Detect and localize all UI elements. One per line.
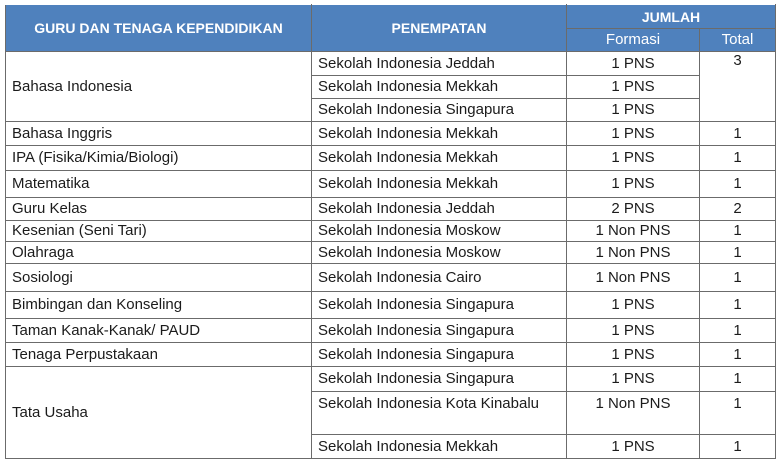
subject-cell: Taman Kanak-Kanak/ PAUD <box>6 319 312 343</box>
total-cell: 1 <box>700 292 776 319</box>
formasi-cell: 1 PNS <box>567 343 700 367</box>
total-cell: 2 <box>700 198 776 221</box>
formasi-cell: 1 PNS <box>567 435 700 459</box>
table-row <box>6 171 776 198</box>
formasi-cell: 1 Non PNS <box>567 392 700 435</box>
header-jumlah: JUMLAH <box>567 5 776 29</box>
total-cell: 1 <box>700 392 776 435</box>
placement-cell: Sekolah Indonesia Mekkah <box>312 76 567 99</box>
subject-cell: Tata Usaha <box>6 367 312 459</box>
total-cell: 1 <box>700 319 776 343</box>
formasi-cell: 1 PNS <box>567 76 700 99</box>
table-row <box>6 319 776 343</box>
formasi-cell: 1 PNS <box>567 292 700 319</box>
subject-cell: Bahasa Indonesia <box>6 52 312 122</box>
header-placement: PENEMPATAN <box>312 5 567 52</box>
placement-cell: Sekolah Indonesia Cairo <box>312 264 567 292</box>
formasi-cell: 1 Non PNS <box>567 242 700 264</box>
formasi-cell: 1 PNS <box>567 146 700 171</box>
subject-cell: Tenaga Perpustakaan <box>6 343 312 367</box>
subject-cell: Matematika <box>6 171 312 198</box>
table-row <box>6 146 776 171</box>
header-formasi: Formasi <box>567 29 700 52</box>
subject-cell: Bimbingan dan Konseling <box>6 292 312 319</box>
total-cell: 1 <box>700 367 776 392</box>
formasi-cell: 1 Non PNS <box>567 264 700 292</box>
table-row <box>6 367 776 392</box>
formasi-cell: 1 Non PNS <box>567 221 700 242</box>
placement-cell: Sekolah Indonesia Singapura <box>312 99 567 122</box>
table-row <box>6 242 776 264</box>
formasi-cell: 1 PNS <box>567 367 700 392</box>
formasi-cell: 2 PNS <box>567 198 700 221</box>
subject-cell: Bahasa Inggris <box>6 122 312 146</box>
table-row <box>6 292 776 319</box>
total-cell: 3 <box>700 52 776 122</box>
staffing-table <box>5 4 776 459</box>
table-row <box>6 198 776 221</box>
table-row <box>6 52 776 76</box>
header-subject: GURU DAN TENAGA KEPENDIDIKAN <box>6 5 312 52</box>
total-cell: 1 <box>700 242 776 264</box>
total-cell: 1 <box>700 146 776 171</box>
subject-cell: Olahraga <box>6 242 312 264</box>
placement-cell: Sekolah Indonesia Moskow <box>312 242 567 264</box>
table-row <box>6 122 776 146</box>
subject-cell: Guru Kelas <box>6 198 312 221</box>
placement-cell: Sekolah Indonesia Singapura <box>312 367 567 392</box>
placement-cell: Sekolah Indonesia Kota Kinabalu <box>312 392 567 435</box>
placement-cell: Sekolah Indonesia Moskow <box>312 221 567 242</box>
placement-cell: Sekolah Indonesia Singapura <box>312 292 567 319</box>
total-cell: 1 <box>700 435 776 459</box>
total-cell: 1 <box>700 171 776 198</box>
placement-cell: Sekolah Indonesia Mekkah <box>312 122 567 146</box>
formasi-cell: 1 PNS <box>567 122 700 146</box>
placement-cell: Sekolah Indonesia Singapura <box>312 319 567 343</box>
placement-cell: Sekolah Indonesia Mekkah <box>312 171 567 198</box>
placement-cell: Sekolah Indonesia Jeddah <box>312 52 567 76</box>
table-row <box>6 221 776 242</box>
placement-cell: Sekolah Indonesia Jeddah <box>312 198 567 221</box>
table-row <box>6 343 776 367</box>
total-cell: 1 <box>700 122 776 146</box>
formasi-cell: 1 PNS <box>567 171 700 198</box>
placement-cell: Sekolah Indonesia Mekkah <box>312 146 567 171</box>
total-cell: 1 <box>700 343 776 367</box>
total-cell: 1 <box>700 264 776 292</box>
subject-cell: Sosiologi <box>6 264 312 292</box>
header-total: Total <box>700 29 776 52</box>
table-row <box>6 264 776 292</box>
total-cell: 1 <box>700 221 776 242</box>
placement-cell: Sekolah Indonesia Singapura <box>312 343 567 367</box>
subject-cell: IPA (Fisika/Kimia/Biologi) <box>6 146 312 171</box>
formasi-cell: 1 PNS <box>567 99 700 122</box>
placement-cell: Sekolah Indonesia Mekkah <box>312 435 567 459</box>
formasi-cell: 1 PNS <box>567 52 700 76</box>
formasi-cell: 1 PNS <box>567 319 700 343</box>
subject-cell: Kesenian (Seni Tari) <box>6 221 312 242</box>
